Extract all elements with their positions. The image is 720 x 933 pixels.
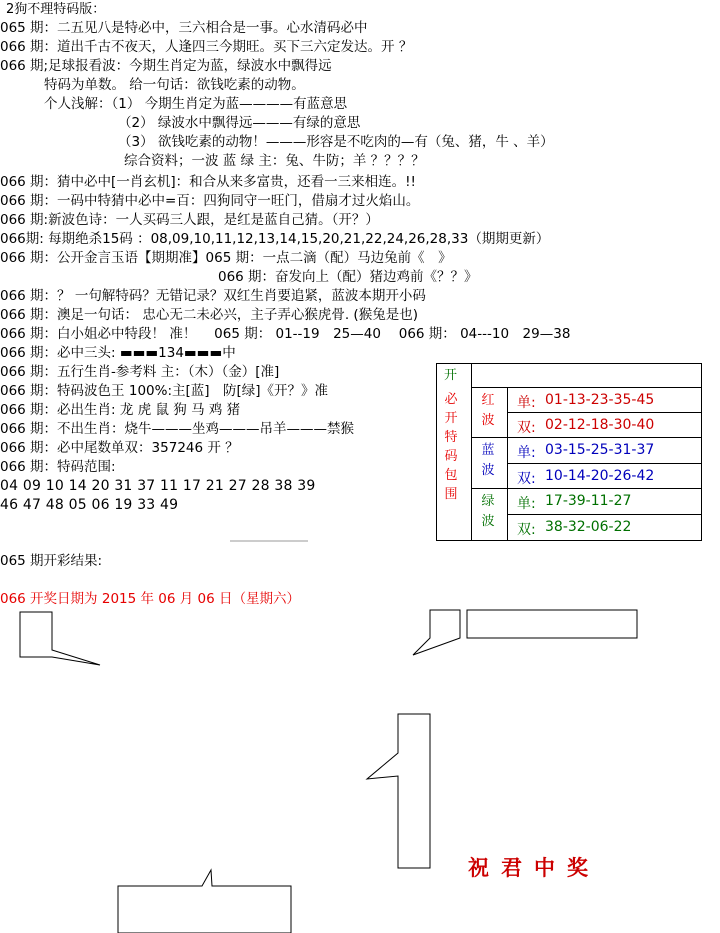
red-double-type: 双: — [517, 420, 536, 436]
green-single-type: 单: — [517, 496, 536, 512]
line-summary: 综合资料；一波 蓝 绿 主：兔、牛防；羊 ？？？？ — [124, 153, 425, 169]
line-golden-words-2: 066 期：奋发向上（配）猪边鸡前《？？》 — [218, 269, 478, 285]
red-double-numbers: 02-12-18-30-40 — [545, 417, 655, 433]
line-five-elements: 066 期：五行生肖-参考料 主：（木）（金）[准] — [0, 364, 280, 380]
package-open-label: 开 — [444, 368, 458, 383]
line-065-result: 065 期开彩结果: — [0, 553, 103, 569]
line-football-report: 066 期;足球报看波：今期生肖定为蓝，绿波水中飘得远 — [0, 58, 332, 74]
blue-single-type: 单: — [517, 445, 536, 461]
callout-bottom — [118, 870, 291, 933]
line-range-numbers-2: 46 47 48 05 06 19 33 49 — [0, 497, 179, 513]
line-white-lady: 066 期：白小姐必中特段！ 准！ 065 期： 01--19 25—40 066 期： 04---10 29—38 — [0, 326, 571, 342]
line-066-poem: 066 期：道出千古不夜天，人逢四三今期旺。买下三六定发达。开 ？ — [0, 39, 413, 55]
page-title: 2狗不理特码版： — [6, 2, 106, 17]
line-no-zodiac: 066 期：不出生肖：烧牛———坐鸡———吊羊———禁猴 — [0, 421, 355, 437]
green-double-numbers: 38-32-06-22 — [545, 519, 632, 535]
good-luck-slogan: 祝君中奖 — [468, 855, 600, 880]
line-single-number-hint: 特码为单数。 给一句话：欲钱吃素的动物。 — [44, 77, 305, 93]
blue-double-type: 双: — [517, 471, 536, 487]
line-explain-3: （3） 欲钱吃素的动物！———形容是不吃肉的—有（兔、猪，牛 、羊） — [118, 134, 554, 150]
wave-label-green: 绿波 — [481, 494, 495, 529]
line-explain-2: （2） 绿波水中飘得远———有绿的意思 — [118, 115, 361, 131]
line-macau-sentence: 066 期：澳足一句话： 忠心无二未必兴，主子弄心猴虎骨. (猴兔是也) — [0, 307, 418, 323]
callout-vertical — [367, 714, 430, 868]
line-065-poem: 065 期：二五见八是特必中，三六相合是一事。心水清码必中 — [0, 20, 368, 36]
callout-top-small — [413, 610, 460, 655]
line-draw-date: 066 开奖日期为 2015 年 06 月 06 日（星期六） — [0, 591, 301, 607]
line-must-zodiac: 066 期：必出生肖: 龙 虎 鼠 狗 马 鸡 猪 — [0, 402, 241, 418]
line-three-heads: 066 期：必中三头: ▬▬▬134▬▬▬中 — [0, 345, 236, 361]
package-vertical-title: 必开特码包围 — [444, 392, 458, 502]
blue-double-numbers: 10-14-20-26-42 — [545, 468, 655, 484]
line-range-label: 066 期：特码范围: — [0, 459, 116, 475]
line-range-numbers-1: 04 09 10 14 20 31 37 11 17 21 27 28 38 39 — [0, 478, 316, 494]
line-one-sentence: 066 期：？ 一句解特码？无错记录？双红生肖要追紧，蓝波本期开小码 — [0, 288, 426, 304]
line-new-wave-poem: 066 期:新波色诗：一人买码三人跟，是红是蓝自己猜。（开？） — [0, 212, 379, 228]
green-double-type: 双: — [517, 522, 536, 538]
callout-top-wide — [467, 610, 637, 638]
line-one-code: 066 期：一码中特猜中必中=百：四狗同守一旺门，借扇才过火焰山。 — [0, 193, 420, 209]
green-single-numbers: 17-39-11-27 — [545, 493, 632, 509]
wave-label-red: 红波 — [481, 393, 495, 428]
callout-left — [20, 612, 100, 665]
line-wave-king: 066 期：特码波色王 100%:主[蓝] 防[绿]《开？》准 — [0, 383, 329, 399]
line-kill-15: 066期: 每期绝杀15码 ：08,09,10,11,12,13,14,15,20,21,22,24,26,28,33（期期更新） — [0, 231, 550, 247]
blue-single-numbers: 03-15-25-31-37 — [545, 442, 655, 458]
red-single-type: 单: — [517, 395, 536, 411]
line-explain-1: 个人浅解：（1） 今期生肖定为蓝————有蓝意思 — [44, 96, 348, 112]
line-tail-numbers: 066 期：必中尾数单双：357246 开 ？ — [0, 440, 239, 456]
line-golden-words: 066 期：公开金言玉语【期期准】065 期：一点二滴（配）马边兔前《 》 — [0, 250, 452, 266]
line-one-zodiac: 066 期：猜中必中[一肖玄机]：和合从来多富贵，还看一三来相连。!! — [0, 174, 416, 190]
red-single-numbers: 01-13-23-35-45 — [545, 392, 655, 408]
wave-label-blue: 蓝波 — [481, 443, 495, 478]
